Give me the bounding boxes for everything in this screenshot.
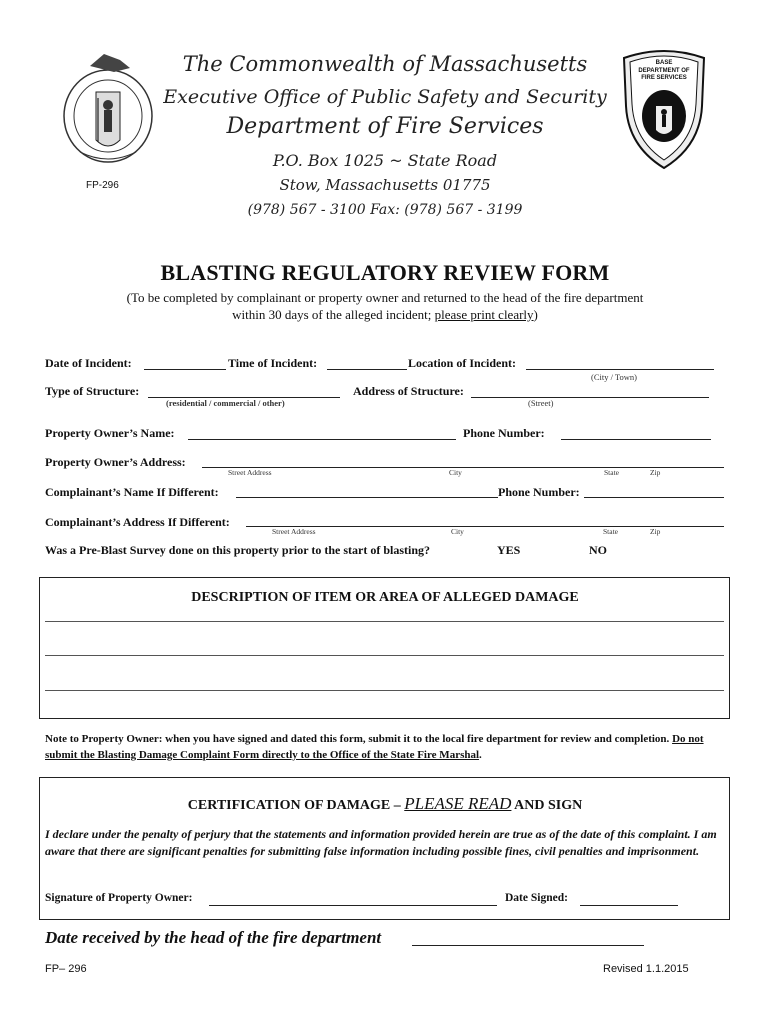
date-of-incident-label: Date of Incident: [45, 356, 132, 370]
form-title: BLASTING REGULATORY REVIEW FORM [160, 260, 610, 285]
pre-blast-yes-option[interactable]: YES [497, 543, 521, 557]
description-line-3[interactable] [45, 690, 724, 691]
signature-field[interactable] [209, 905, 497, 906]
form-subtitle-line1: (To be completed by complainant or property owner and returned to the head of the fire department [126, 290, 644, 305]
header-city: Stow, Massachusetts 01775 [279, 176, 491, 194]
certification-please-read: PLEASE READ [404, 794, 512, 813]
pre-blast-survey-question: Was a Pre-Blast Survey done on this property prior to the start of blasting? [45, 543, 431, 557]
location-of-incident-field[interactable] [526, 369, 714, 370]
owner-state-hint: State [604, 468, 619, 477]
type-of-structure-label: Type of Structure: [45, 384, 140, 398]
certification-declaration: I declare under the penalty of perjury that the statements and information provided herein are true as of the date of this complaint. I am aware that there are significant penalties for submitting false information including possible fines, civil penalties and imprisonment. [45, 827, 717, 858]
phone-number2-label: Phone Number: [498, 485, 580, 499]
header-phone-fax: (978) 567 - 3100 Fax: (978) 567 - 3199 [247, 202, 523, 218]
time-of-incident-label: Time of Incident: [228, 356, 318, 370]
date-received-label: Date received by the head of the fire department [45, 928, 382, 947]
date-signed-field[interactable] [580, 905, 678, 906]
description-line-1[interactable] [45, 621, 724, 622]
time-of-incident-field[interactable] [327, 369, 407, 370]
certification-heading-suffix: AND SIGN [511, 798, 583, 813]
complainant-zip-hint: Zip [650, 527, 661, 536]
city-town-hint: (City / Town) [591, 372, 637, 382]
form-subtitle-line2 [0, 307, 770, 323]
description-line-2[interactable] [45, 655, 724, 656]
subtitle-line2-prefix: within 30 days of the alleged incident; [232, 307, 435, 322]
header-commonwealth: The Commonwealth of Massachusetts [182, 52, 588, 76]
note-text: Note to Property Owner: when you have signed and dated this form, submit it to the local fire department for review and completion. [45, 733, 673, 745]
badge-text: DEPARTMENT OF FIRE SERVICES [638, 68, 690, 81]
date-of-incident-field[interactable] [144, 369, 226, 370]
complainant-city-hint: City [451, 527, 464, 536]
note-to-property-owner [45, 731, 725, 763]
header-executive-office: Executive Office of Public Safety and Security [163, 86, 607, 108]
location-of-incident-label: Location of Incident: [408, 356, 516, 370]
owner-zip-hint: Zip [650, 468, 661, 477]
complainant-address-label: Complainant’s Address If Different: [45, 515, 230, 529]
complainant-name-label: Complainant’s Name If Different: [45, 485, 219, 499]
property-owner-address-label: Property Owner’s Address: [45, 455, 186, 469]
property-owner-name-label: Property Owner’s Name: [45, 426, 175, 440]
street-hint: (Street) [528, 398, 554, 408]
address-of-structure-label: Address of Structure: [353, 384, 464, 398]
subtitle-print-clearly: please print clearly [434, 307, 534, 322]
note-underlined-warning: Do not submit the Blasting Damage Complaint Form directly to the Office of the State Fire Marshal [45, 733, 704, 761]
date-signed-label: Date Signed: [505, 892, 568, 904]
description-heading: DESCRIPTION OF ITEM OR AREA OF ALLEGED DAMAGE [191, 590, 579, 605]
header-department: Department of Fire Services [226, 114, 544, 139]
complainant-street-address-hint: Street Address [272, 527, 316, 536]
owner-street-address-hint: Street Address [228, 468, 272, 477]
certification-heading [39, 794, 731, 814]
fire-services-badge [616, 46, 712, 172]
phone-number-label: Phone Number: [463, 426, 545, 440]
property-owner-address-field[interactable] [202, 467, 724, 468]
certification-heading-prefix: CERTIFICATION OF DAMAGE – [187, 798, 405, 813]
phone-number-field[interactable] [561, 439, 711, 440]
complainant-name-field[interactable] [236, 497, 498, 498]
header-po-box: P.O. Box 1025 ~ State Road [272, 151, 498, 170]
note-end: . [479, 749, 482, 761]
address-of-structure-field[interactable] [471, 397, 709, 398]
signature-label: Signature of Property Owner: [45, 892, 193, 904]
property-owner-name-field[interactable] [188, 439, 456, 440]
footer-revised: Revised 1.1.2015 [603, 963, 689, 975]
form-code-header: FP-296 [86, 180, 119, 191]
badge-top-text: BASE [655, 60, 673, 66]
type-of-structure-hint: (residential / commercial / other) [166, 398, 285, 408]
complainant-state-hint: State [603, 527, 618, 536]
date-received-field[interactable] [412, 945, 644, 946]
subtitle-line2-suffix: ) [533, 307, 538, 322]
footer-form-code: FP– 296 [45, 963, 87, 975]
pre-blast-no-option[interactable]: NO [589, 543, 607, 557]
owner-city-hint: City [449, 468, 462, 477]
phone-number2-field[interactable] [584, 497, 724, 498]
